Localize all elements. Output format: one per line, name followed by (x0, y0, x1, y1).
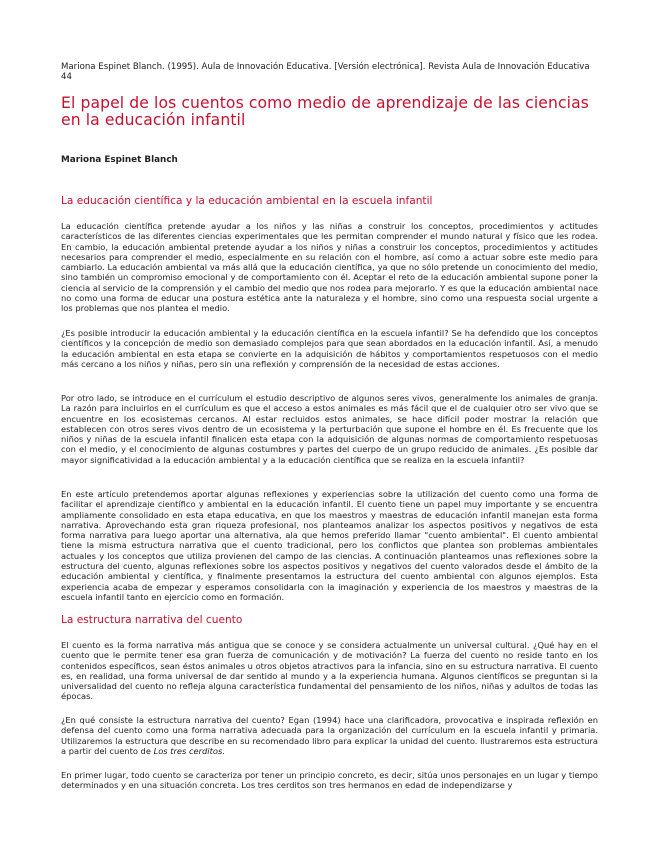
section-heading-1: La educación científica y la educación ambiental en la escuela infantil (61, 195, 433, 207)
punctuation: . (222, 745, 225, 756)
paragraph: El cuento es la forma narrativa más antigua que se conoce y se considera actualmente un universal cultural. ¿Qué hay en el cuento que le permite tener esa gran fuerza de comunicación y de motivación? La fuerza del cuento no reside tanto en los contenidos específicos, sean éstos animales u otros objetos atractivos para la infancia, sino en su estructura narrativa. El cuento es, en realidad, una forma universal de dar sentido al mundo y a la experiencia humana. Algunos científicos se preguntan si la universalidad del cuento no refleja alguna característica fundamental del pensamiento de los niños, niñas y adultos de todas las épocas. (61, 640, 598, 702)
paragraph-text: ¿En qué consiste la estructura narrativa del cuento? Egan (1994) hace una clarificadora, provocativa e inspirada reflexión en defensa del cuento como una forma narrativa adecuada para la organización del currículum en la escuela infantil y primaria. Utilizaremos la estructura que describe en su recomendado libro para explicar la unidad del cuento. Ilustraremos esta estructura a partir del cuento de (61, 715, 598, 756)
citation: Mariona Espinet Blanch. (1995). Aula de Innovación Educativa. [Versión electrónica]. Revista Aula de Innovación Educativa 44 (61, 62, 590, 82)
article-title: El papel de los cuentos como medio de aprendizaje de las ciencias en la educación infantil (61, 94, 589, 129)
book-title-reference: Los tres cerditos (153, 745, 223, 756)
section-heading-2: La estructura narrativa del cuento (61, 614, 243, 626)
paragraph: En primer lugar, todo cuento se caracteriza por tener un principio concreto, es decir, sitúa unos personajes en un lugar y tiempo determinados y en una situación concreta. Los tres cerditos son tres hermanos en edad de independizarse y (61, 770, 598, 791)
paragraph: En este artículo pretendemos aportar algunas reflexiones y experiencias sobre la utilización del cuento como una forma de facilitar el aprendizaje científico y ambiental en la educación infantil. El cuento tiene un papel muy importante y se encuentra ampliamente consolidado en esta etapa educativa, en que los maestros y maestras de educación infantil manejan esta forma narrativa. Aprovechando esta gran riqueza profesional, nos planteamos analizar los aspectos positivos y negativos de esta forma narrativa para luego aportar una alternativa, ala que hemos preferido llamar "cuento ambiental". El cuento ambiental tiene la misma estructura narrativa que el cuento tradicional, pero los conflictos que plantea son problemas ambientales actuales y los conceptos que utiliza provienen del campo de las ciencias. A continuación planteamos unas reflexiones sobre la estructura del cuento, algunas reflexiones sobre los aspectos positivos y negativos del cuento valorados desde el ámbito de la educación ambiental y científica, y finalmente presentamos la estructura del cuento ambiental con algunos ejemplos. Esta experiencia acaba de empezar y esperamos consolidarla con la imaginación y experiencia de los maestros y maestras de la escuela infantil tanto en ejercicio como en formación. (61, 489, 598, 602)
paragraph: Por otro lado, se introduce en el currículum el estudio descriptivo de algunos seres vivos, generalmente los animales de granja. La razón para incluirlos en el currículum es que el acceso a estos animales es más fácil que el de cualquier otro ser vivo que se encuentre en los ecosistemas cercanos. Al estar recluidos estos animales, se hace difícil poder mostrar la relación que establecen con otros seres vivos dentro de un ecosistema y la perturbación que supone el hombre en él. Es frecuente que los niños y niñas de la escuela infantil finalicen esta etapa con la adquisición de algunas normas de comportamiento respetuosas con el medio, y el conocimiento de algunas costumbres y partes del cuerpo de un grupo reducido de animales. ¿Es posible dar mayor significatividad a la educación ambiental y a la educación científica que se realiza en la escuela infantil? (61, 393, 598, 465)
author-name: Mariona Espinet Blanch (61, 155, 178, 165)
paragraph (61, 715, 598, 756)
paragraph: La educación científica pretende ayudar a los niños y las niñas a construir los conceptos, procedimientos y actitudes característicos de las diferentes ciencias experimentales que les permitan comprender el mundo natural y físico que les rodea. En cambio, la educación ambiental pretende ayudar a los niños y niñas a construir los conceptos, procedimientos y actitudes necesarios para comprender el medio, especialmente en su relación con el hombre, así como a actuar sobre este medio para cambiarlo. La educación ambiental va más allá que la educación científica, ya que no sólo pretende un conocimiento del medio, sino también un compromiso emocional y de comportamiento con él. Aceptar el reto de la educación ambiental supone poner la ciencia al servicio de la comprensión y el cambio del medio que nos rodea para mejorarlo. Y es que la educación ambiental nace no como una forma de educar una postura estética ante la naturaleza y el hombre, sino como una respuesta social urgente a los problemas que nos plantea el medio. (61, 221, 598, 314)
paragraph: ¿Es posible introducir la educación ambiental y la educación científica en la escuela infantil? Se ha defendido que los conceptos científicos y la concepción de medio son demasiado complejos para que sean abordados en la educación infantil. Así, a menudo la educación ambiental en esta etapa se convierte en la adquisición de hábitos y comportamientos respetuosos con el medio más cercano a los niños y niñas, pero sin una reflexión y comprensión de la necesidad de estas acciones. (61, 328, 598, 369)
